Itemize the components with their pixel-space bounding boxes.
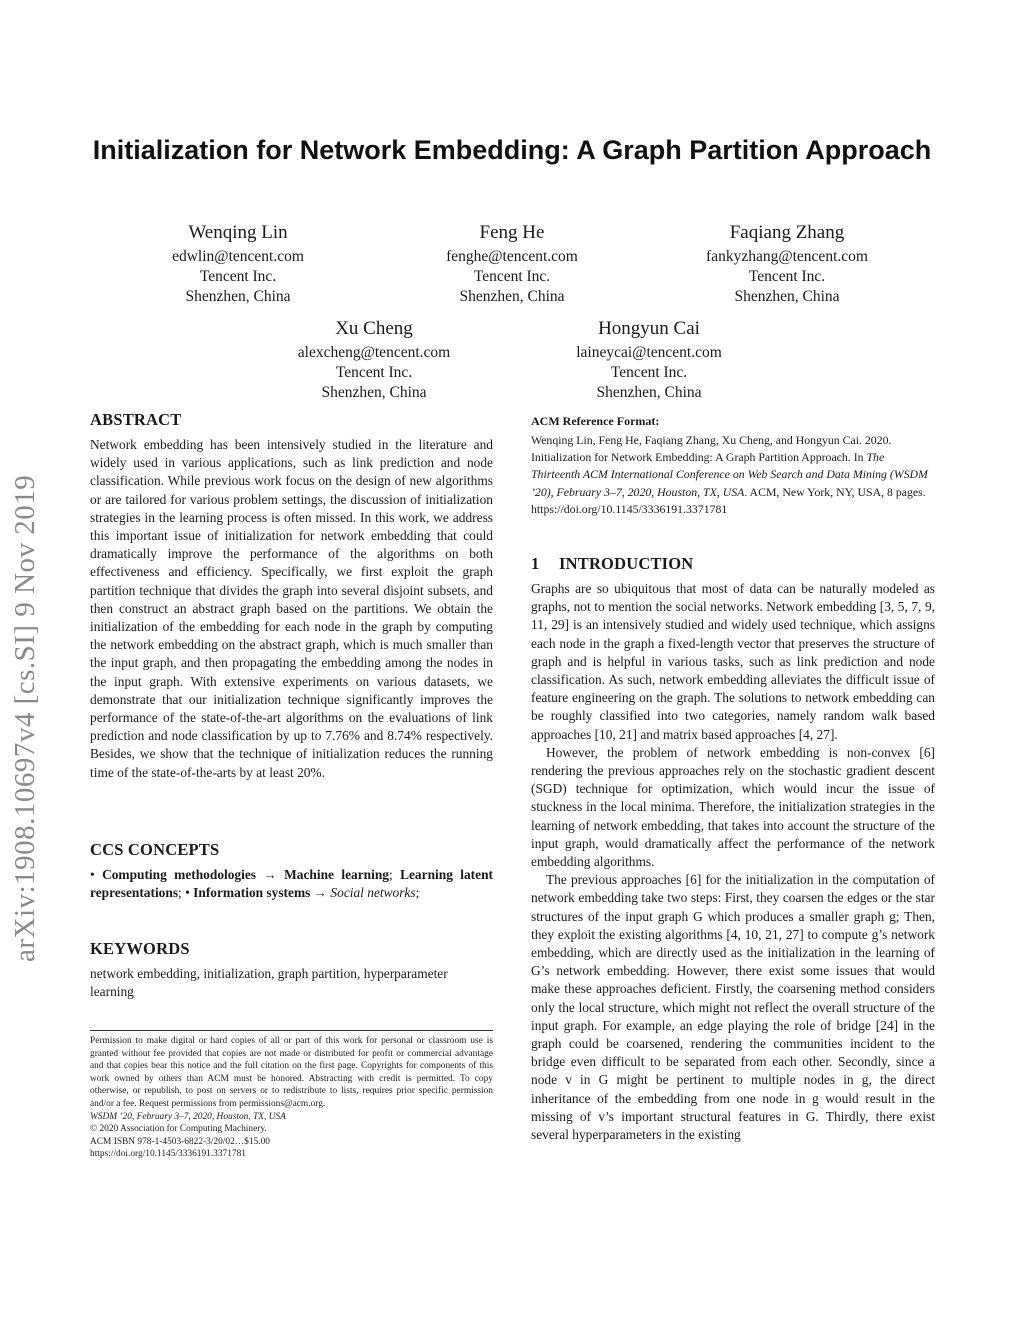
ccs-separator: ; xyxy=(178,885,186,901)
ccs-bullet: • xyxy=(185,885,194,901)
author-email: alexcheng@tencent.com xyxy=(297,344,451,361)
author-location: Shenzhen, China xyxy=(321,384,427,401)
venue-line: WSDM ’20, February 3–7, 2020, Houston, TX, USA xyxy=(90,1111,286,1122)
acm-reference xyxy=(531,414,935,518)
acm-reference-heading: ACM Reference Format: xyxy=(531,414,660,428)
author-location: Shenzhen, China xyxy=(459,288,565,305)
intro-paragraph: However, the problem of network embedding is non-convex [6] rendering the previous approaches rely on the stochastic gradient descent (SGD) technique for optimization, which would incur the issue of stuckness in the local minima. Therefore, the initialization strategies in the learning of network embedding, that takes into account the structure of the input graph, would dramatically affect the performance of the network embedding algorithms. xyxy=(531,744,935,870)
ccs-bullet: • xyxy=(90,867,103,882)
author-email: fenghe@tencent.com xyxy=(446,248,578,265)
acm-reference-tail: . ACM, New York, NY, USA, 8 pages. https://doi.org/10.1145/3336191.3371781 xyxy=(531,484,926,516)
ccs-separator: ; xyxy=(388,867,401,882)
author-org: Tencent Inc. xyxy=(335,364,413,381)
author-location: Shenzhen, China xyxy=(734,288,840,305)
author-name: Feng He xyxy=(479,222,545,243)
author-org: Tencent Inc. xyxy=(748,268,826,285)
author-org: Tencent Inc. xyxy=(199,268,277,285)
intro-paragraph: The previous approaches [6] for the initialization in the computation of network embedding take two steps: First, they coarsen the edges or the star structures of the input graph G which produces a smaller graph g; Then, they exploit the existing algorithms [4, 10, 21, 27] to compute g’s network embedding, which are directly used as the initialization in the learning of G’s network embedding. However, there exist some issues that would make these approaches deficient. Firstly, the coarsening method considers only the local structure, which might not reflect the overall structure of the input graph. For example, an edge playing the role of bridge [24] in the graph could be coarsened, rendering the communities incident to the bridge even difficult to be separated from each other. Secondly, since a node v in G might be pertinent to multiple nodes in g, the direct inheritance of the embedding from one node in g would result in the missing of v’s important structural features in G. Thirdly, there exist several hyperparameters in the existing xyxy=(531,872,935,1143)
section-title: INTRODUCTION xyxy=(559,554,694,573)
author-block xyxy=(234,316,514,403)
acm-reference-text xyxy=(531,432,935,518)
isbn-line: ACM ISBN 978-1-4503-6822-3/20/02…$15.00 xyxy=(90,1136,270,1147)
acm-reference-venue: The Thirteenth ACM International Conference on Web Search and Data Mining (WSDM ’20), February 3–7, 2020, Houston, TX, USA xyxy=(531,450,928,499)
ccs-concept: Machine learning xyxy=(284,867,389,882)
section-number: 1 xyxy=(531,554,540,573)
abstract-section xyxy=(90,410,493,782)
copyright-line: © 2020 Association for Computing Machinery. xyxy=(90,1124,267,1135)
keywords-heading: KEYWORDS xyxy=(90,939,190,958)
introduction-section xyxy=(531,554,935,1144)
abstract-text: Network embedding has been intensively studied in the literature and widely used in various applications, such as link prediction and node classification. While previous work focus on the design of new algorithms or are tailored for various problem settings, the discussion of initialization strategies in the learning process is often missed. In this work, we address this important issue of initialization for network embedding that could dramatically improve the performance of the algorithms on both effectiveness and efficiency. Specifically, we first exploit the graph partition technique that divides the graph into several disjoint subsets, and then construct an abstract graph based on the partitions. We obtain the initialization of the embedding for each node in the graph by computing the network embedding on the abstract graph, which is much smaller than the input graph, and then propagating the embedding among the nodes in the input graph. With extensive experiments on various datasets, we demonstrate that our initialization technique significantly improves the performance of the state-of-the-art algorithms on the evaluations of link prediction and node classification by up to 7.76% and 8.74% respectively. Besides, we show that the technique of initialization reduces the running time of the state-of-the-arts by at least 20%. xyxy=(90,437,493,780)
keywords-section xyxy=(90,939,493,1001)
introduction-heading xyxy=(531,554,935,574)
author-email: edwlin@tencent.com xyxy=(172,248,304,265)
ccs-concept: Learning latent representations xyxy=(90,867,493,901)
author-block xyxy=(647,220,927,307)
author-block xyxy=(98,220,378,307)
author-block xyxy=(509,316,789,403)
ccs-section xyxy=(90,840,493,902)
author-block xyxy=(372,220,652,307)
footnote-divider xyxy=(90,1030,493,1031)
author-location: Shenzhen, China xyxy=(185,288,291,305)
arxiv-side-stamp: arXiv:1908.10697v4 [cs.SI] 9 Nov 2019 xyxy=(9,474,41,962)
author-name: Xu Cheng xyxy=(335,318,413,339)
ccs-text xyxy=(90,866,493,902)
paper-title: Initialization for Network Embedding: A Graph Partition Approach xyxy=(92,135,932,165)
ccs-heading: CCS CONCEPTS xyxy=(90,840,220,859)
author-name: Hongyun Cai xyxy=(598,318,700,339)
intro-paragraph: Graphs are so ubiquitous that most of data can be naturally modeled as graphs, not to mention the social networks. Network embedding [3, 5, 7, 9, 11, 29] is an intensively studied and widely used technique, which assigns each node in the graph a fixed-length vector that preserves the structure of graph and is helpful in various tasks, such as link prediction and node classification. As such, network embedding alleviates the difficult issue of feature engineering on the graph. The solutions to network embedding can be roughly classified into two categories, namely random walk based approaches [10, 21] and matrix based approaches [4, 27]. xyxy=(531,581,935,742)
author-location: Shenzhen, China xyxy=(596,384,702,401)
author-org: Tencent Inc. xyxy=(610,364,688,381)
ccs-end: ; xyxy=(415,885,420,901)
author-org: Tencent Inc. xyxy=(473,268,551,285)
author-name: Wenqing Lin xyxy=(188,222,288,243)
author-email: fankyzhang@tencent.com xyxy=(706,248,868,265)
abstract-heading: ABSTRACT xyxy=(90,410,182,429)
author-email: laineycai@tencent.com xyxy=(576,344,722,361)
ccs-concept: Social networks xyxy=(330,885,416,901)
ccs-concept: Information systems xyxy=(193,885,311,901)
keywords-text: network embedding, initialization, graph partition, hyperparameter learning xyxy=(90,966,448,1000)
permission-notice xyxy=(90,1035,493,1161)
ccs-arrow: → xyxy=(310,885,331,901)
ccs-arrow: → xyxy=(256,867,285,882)
permission-text: Permission to make digital or hard copies of all or part of this work for personal or classroom use is granted without fee provided that copies are not made or distributed for profit or commercial advantage and that copies bear this notice and the full citation on the first page. Copyrights for components of this work owned by others than ACM must be honored. Abstracting with credit is permitted. To copy otherwise, or republish, to post on servers or to redistribute to lists, requires prior specific permission and/or a fee. Request permissions from permissions@acm.org. xyxy=(90,1036,493,1109)
author-name: Faqiang Zhang xyxy=(729,222,845,243)
doi-line: https://doi.org/10.1145/3336191.3371781 xyxy=(90,1149,246,1160)
acm-reference-authors: Wenqing Lin, Feng He, Faqiang Zhang, Xu Cheng, and Hongyun Cai. 2020. Initialization for Network Embedding: A Graph Partition Approach. In xyxy=(531,433,892,465)
ccs-concept: Computing methodologies xyxy=(102,867,256,882)
